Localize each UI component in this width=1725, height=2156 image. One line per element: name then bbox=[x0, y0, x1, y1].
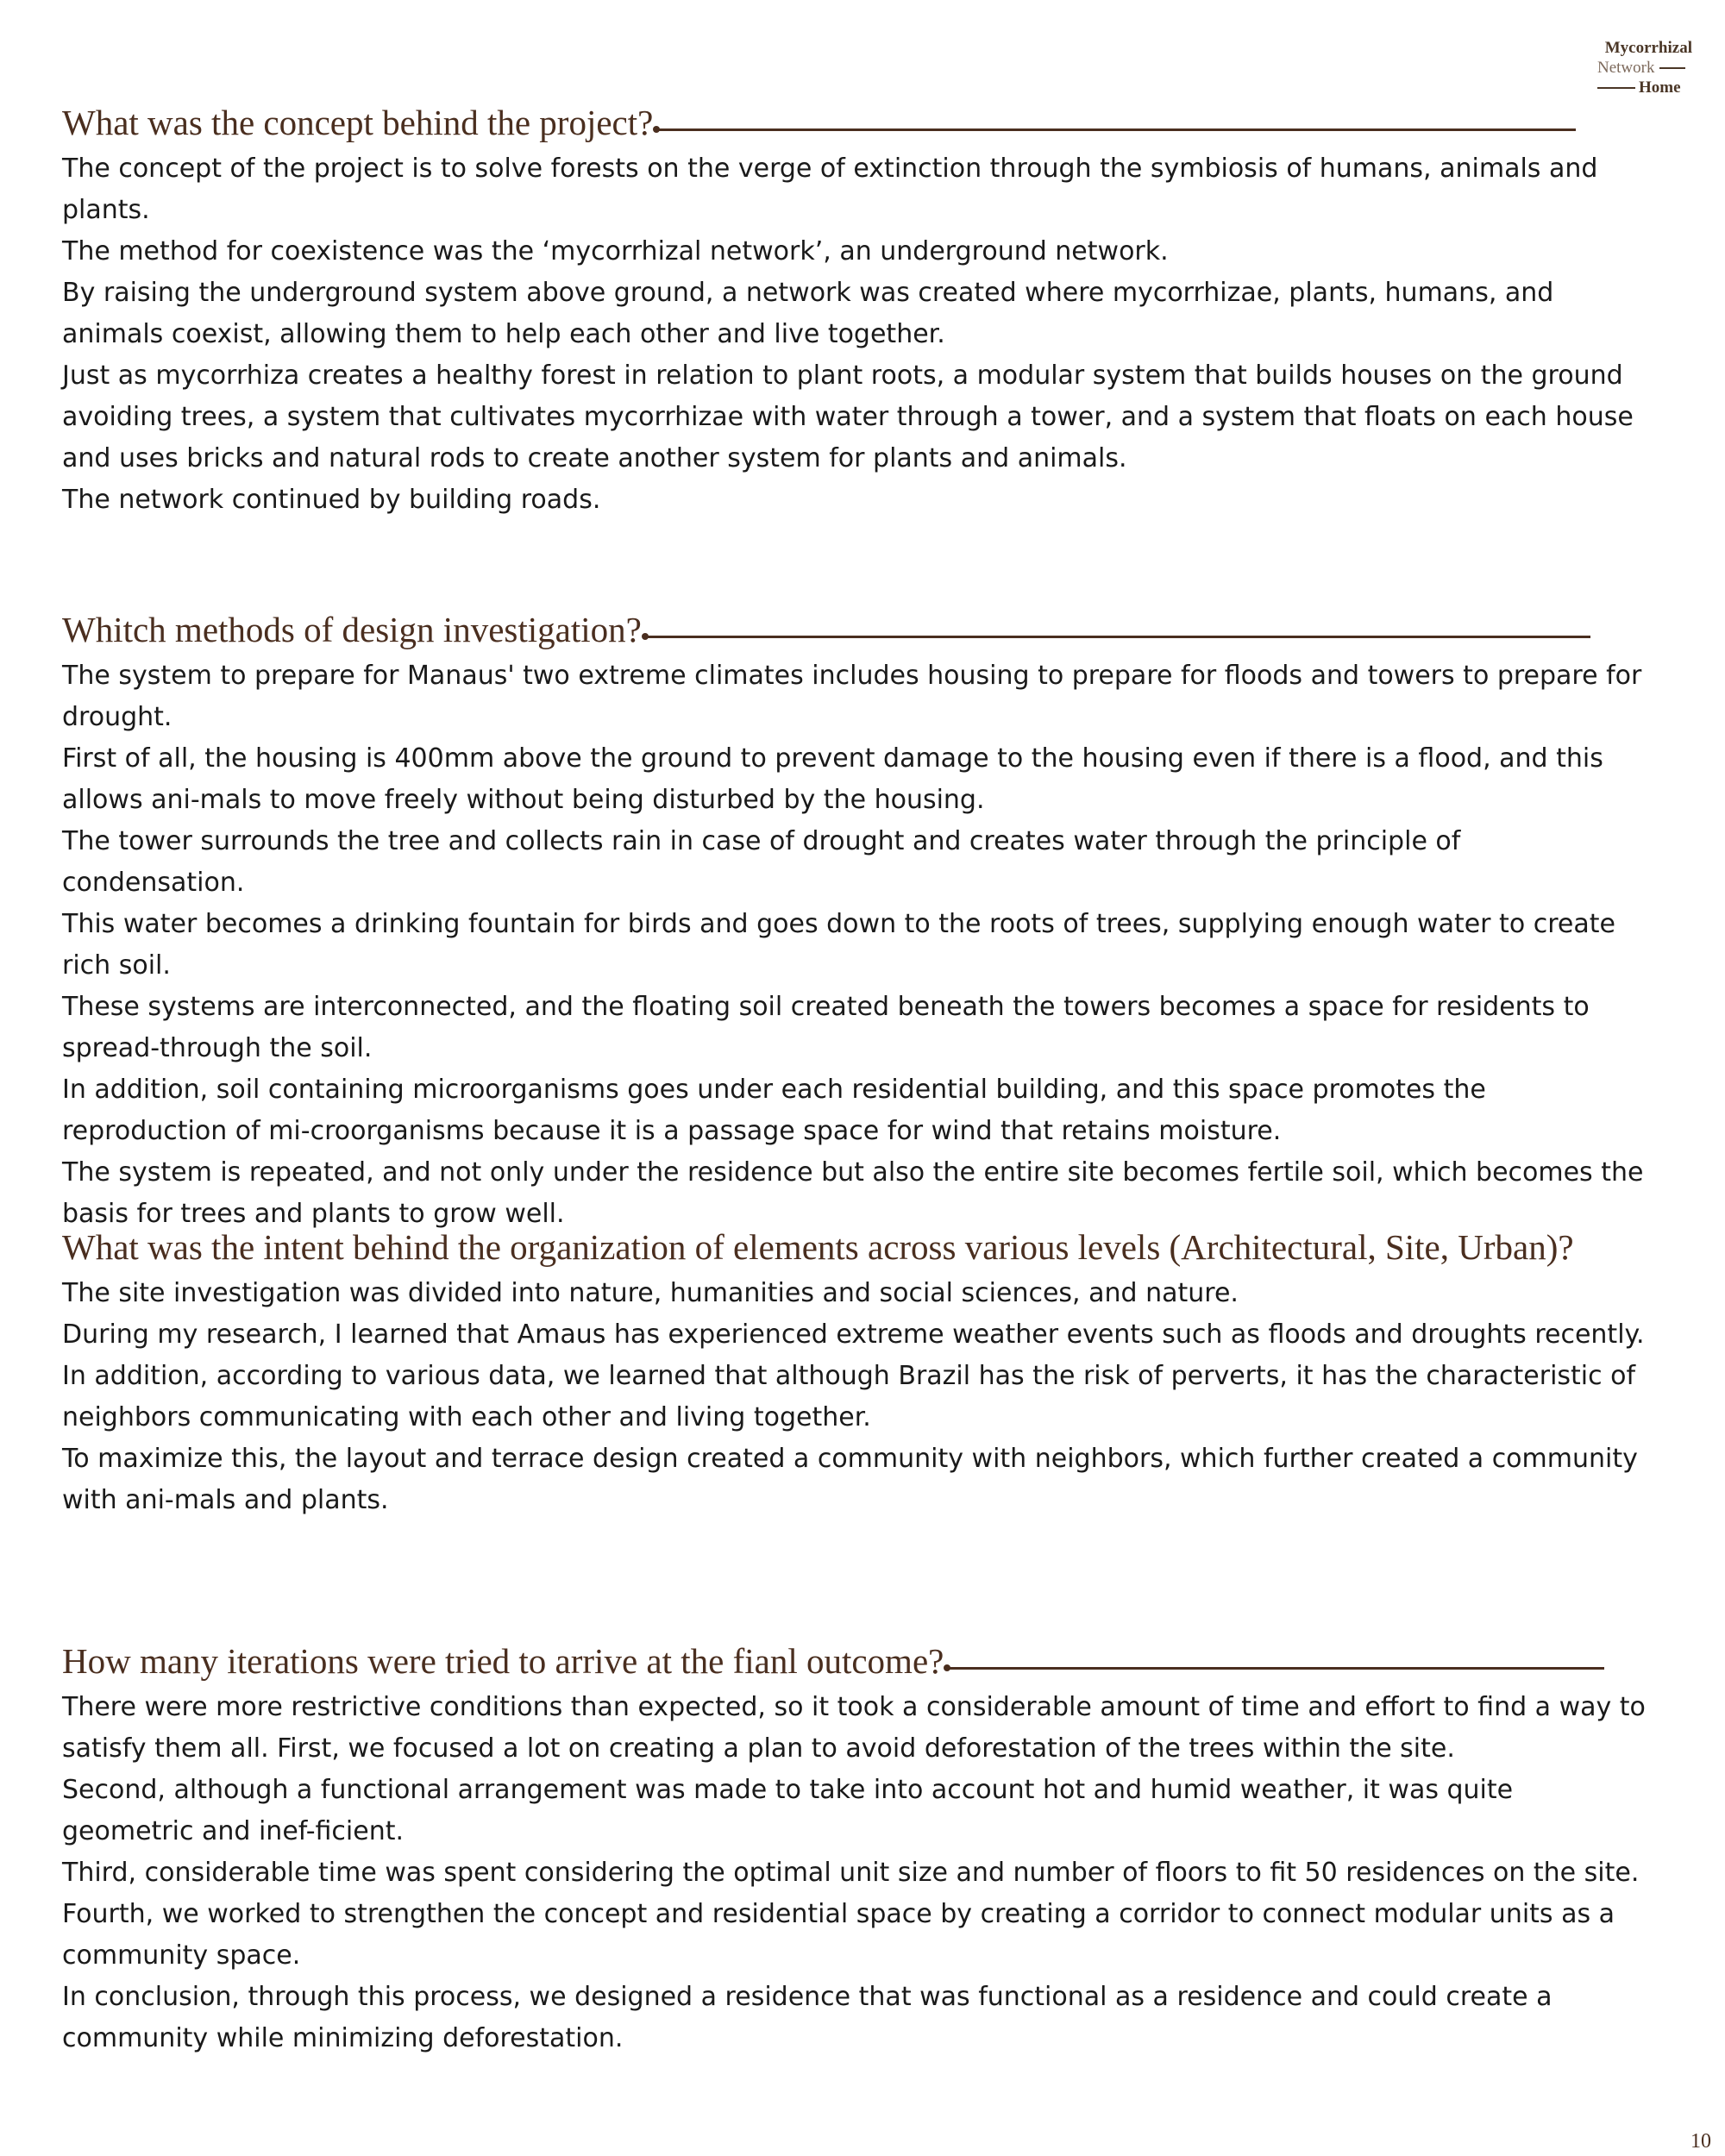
paragraph: The system to prepare for Manaus' two extreme climates includes housing to prepare for floods and towers to prepare for drought. bbox=[62, 661, 1642, 732]
paragraph: The concept of the project is to solve forests on the verge of extinction through the symbiosis of humans, animals and plants. bbox=[62, 154, 1598, 225]
paragraph: The tower surrounds the tree and collects rain in case of drought and creates water through the principle of condensation. bbox=[62, 826, 1461, 898]
section-methods bbox=[62, 604, 1649, 1235]
paragraph: In addition, according to various data, we learned that although Brazil has the risk of perverts, it has the characteristic of neighbors communicating with each other and living together. bbox=[62, 1361, 1636, 1432]
paragraph: These systems are interconnected, and the floating soil created beneath the towers becomes a space for residents to spread-through the soil. bbox=[62, 992, 1590, 1063]
heading-text: How many iterations were tried to arrive at the fianl outcome? bbox=[62, 1641, 944, 1681]
paragraph: The site investigation was divided into nature, humanities and social sciences, and nature. bbox=[62, 1278, 1239, 1308]
logo-line-2 bbox=[1597, 58, 1692, 78]
section-iterations bbox=[62, 1635, 1649, 2059]
section-organization bbox=[62, 1221, 1649, 1521]
section-heading bbox=[62, 97, 1649, 148]
paragraph: Fourth, we worked to strengthen the concept and residential space by creating a corridor to connect modular units as a community space. bbox=[62, 1899, 1615, 1971]
section-body bbox=[62, 1273, 1649, 1521]
paragraph: By raising the underground system above ground, a network was created where mycorrhizae, plants, humans, and animals coexist, allowing them to help each other and live together. bbox=[62, 278, 1554, 349]
paragraph: To maximize this, the layout and terrace design created a community with neighbors, which further created a community with ani-mals and plants. bbox=[62, 1444, 1638, 1515]
heading-rule bbox=[658, 128, 1576, 131]
logo-dash bbox=[1597, 87, 1635, 89]
logo-line-2-text: Network bbox=[1597, 59, 1655, 77]
logo-dash bbox=[1659, 67, 1685, 69]
paragraph: The system is repeated, and not only under the residence but also the entire site becomes fertile soil, which becomes the basis for trees and plants to grow well. bbox=[62, 1157, 1644, 1229]
section-heading bbox=[62, 1635, 1649, 1687]
logo-line-1: Mycorrhizal bbox=[1604, 39, 1692, 57]
paragraph: This water becomes a drinking fountain for birds and goes down to the roots of trees, supplying enough water to create rich soil. bbox=[62, 909, 1615, 981]
logo-line-3-text: Home bbox=[1639, 78, 1681, 97]
section-body bbox=[62, 148, 1649, 521]
paragraph: The method for coexistence was the ‘mycorrhizal network’, an underground network. bbox=[62, 236, 1169, 266]
paragraph: Second, although a functional arrangement was made to take into account hot and humid weather, it was quite geometric and inef-ficient. bbox=[62, 1775, 1514, 1846]
logo-line-3 bbox=[1597, 78, 1692, 97]
paragraph: Just as mycorrhiza creates a healthy forest in relation to plant roots, a modular system that builds houses on the ground avoiding trees, a system that cultivates mycorrhizae with water through a tower, and a system that floats on each house and uses bricks and natural rods to create another system for plants and animals. bbox=[62, 360, 1634, 473]
paragraph: Third, considerable time was spent considering the optimal unit size and number of floors to fit 50 residences on the site. bbox=[62, 1858, 1640, 1888]
heading-text: What was the intent behind the organization of elements across various levels (Architectural, Site, Urban)? bbox=[62, 1227, 1574, 1267]
page-number: 10 bbox=[1690, 2130, 1711, 2153]
section-body bbox=[62, 655, 1649, 1235]
brand-logo bbox=[1597, 38, 1692, 97]
section-heading bbox=[62, 1221, 1649, 1273]
paragraph: During my research, I learned that Amaus has experienced extreme weather events such as floods and droughts recently. bbox=[62, 1319, 1645, 1350]
paragraph: There were more restrictive conditions than expected, so it took a considerable amount of time and effort to find a way to satisfy them all. First, we focused a lot on creating a plan to avoid deforestation of the trees within the site. bbox=[62, 1692, 1646, 1764]
heading-text: What was the concept behind the project? bbox=[62, 103, 654, 142]
section-heading bbox=[62, 604, 1649, 655]
heading-rule bbox=[647, 636, 1590, 638]
heading-text: Whitch methods of design investigation? bbox=[62, 610, 642, 649]
section-body bbox=[62, 1687, 1649, 2059]
heading-rule bbox=[949, 1667, 1604, 1670]
paragraph: In addition, soil containing microorganisms goes under each residential building, and this space promotes the reproduction of mi-croorganisms because it is a passage space for wind that retains moisture. bbox=[62, 1075, 1486, 1146]
paragraph: The network continued by building roads. bbox=[62, 485, 601, 515]
section-concept bbox=[62, 97, 1649, 521]
paragraph: First of all, the housing is 400mm above the ground to prevent damage to the housing even if there is a flood, and this allows ani-mals to move freely without being disturbed by the housing. bbox=[62, 743, 1603, 815]
paragraph: In conclusion, through this process, we designed a residence that was functional as a residence and could create a community while minimizing deforestation. bbox=[62, 1982, 1552, 2053]
